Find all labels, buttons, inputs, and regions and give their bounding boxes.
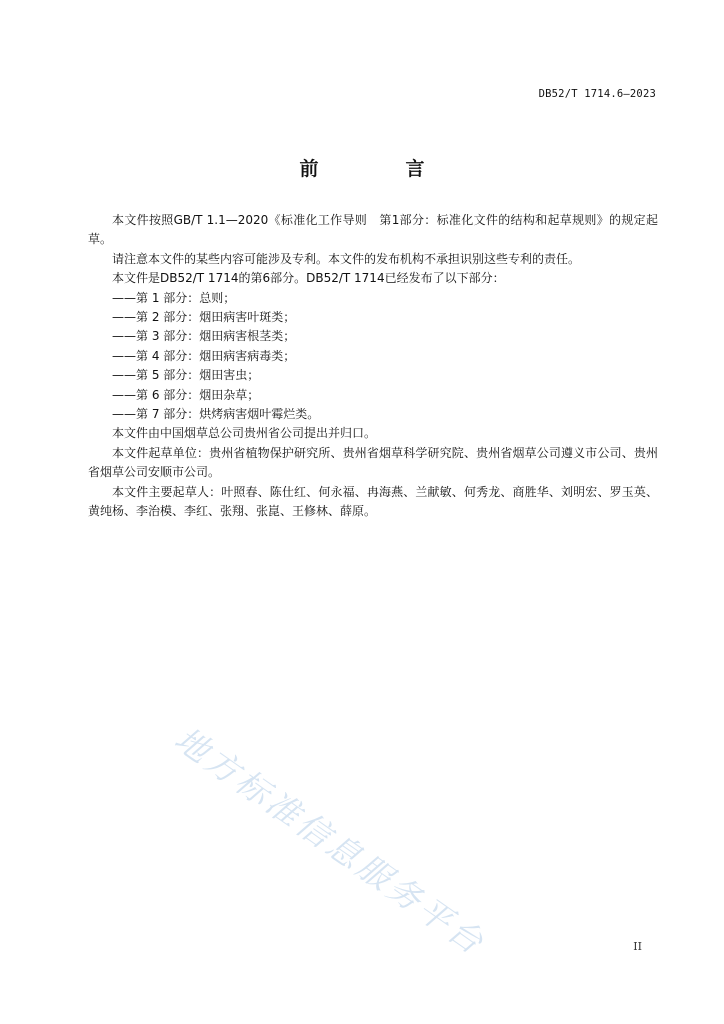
part-list-item: ——第 6 部分：烟田杂草； (112, 387, 260, 402)
paragraph: 本文件是DB52/T 1714的第6部分。DB52/T 1714已经发布了以下部分： (112, 271, 505, 286)
part-list-item: ——第 2 部分：烟田病害叶斑类； (112, 310, 296, 325)
page-title: 前 言 (299, 158, 459, 180)
part-list-item: ——第 1 部分：总则； (112, 290, 236, 305)
paragraph: 本文件主要起草人：叶照春、陈仕红、何永福、冉海燕、兰献敏、何秀龙、商胜华、刘明宏、罗玉英、黄纯杨、李治模、李红、张翔、张崑、王修林、薛原。 (88, 484, 658, 519)
paragraph: 请注意本文件的某些内容可能涉及专利。本文件的发布机构不承担识别这些专利的责任。 (112, 251, 581, 266)
part-list-item: ——第 4 部分：烟田病害病毒类； (112, 348, 296, 363)
document-code: DB52/T 1714.6—2023 (538, 88, 656, 100)
document-body (88, 211, 658, 522)
paragraph: 本文件起草单位：贵州省植物保护研究所、贵州省烟草科学研究院、贵州省烟草公司遵义市公司、贵州省烟草公司安顺市公司。 (88, 445, 658, 480)
part-list-item: ——第 3 部分：烟田病害根茎类； (112, 329, 296, 344)
page-number: II (633, 940, 642, 953)
part-list-item: ——第 7 部分：烘烤病害烟叶霉烂类。 (112, 407, 320, 422)
paragraph: 本文件按照GB/T 1.1—2020《标准化工作导则 第1部分：标准化文件的结构和起草规则》的规定起草。 (88, 213, 658, 247)
part-list-item: ——第 5 部分：烟田害虫； (112, 368, 260, 383)
watermark: 地方标准信息服务平台 (167, 719, 494, 964)
paragraph: 本文件由中国烟草总公司贵州省公司提出并归口。 (112, 426, 377, 441)
